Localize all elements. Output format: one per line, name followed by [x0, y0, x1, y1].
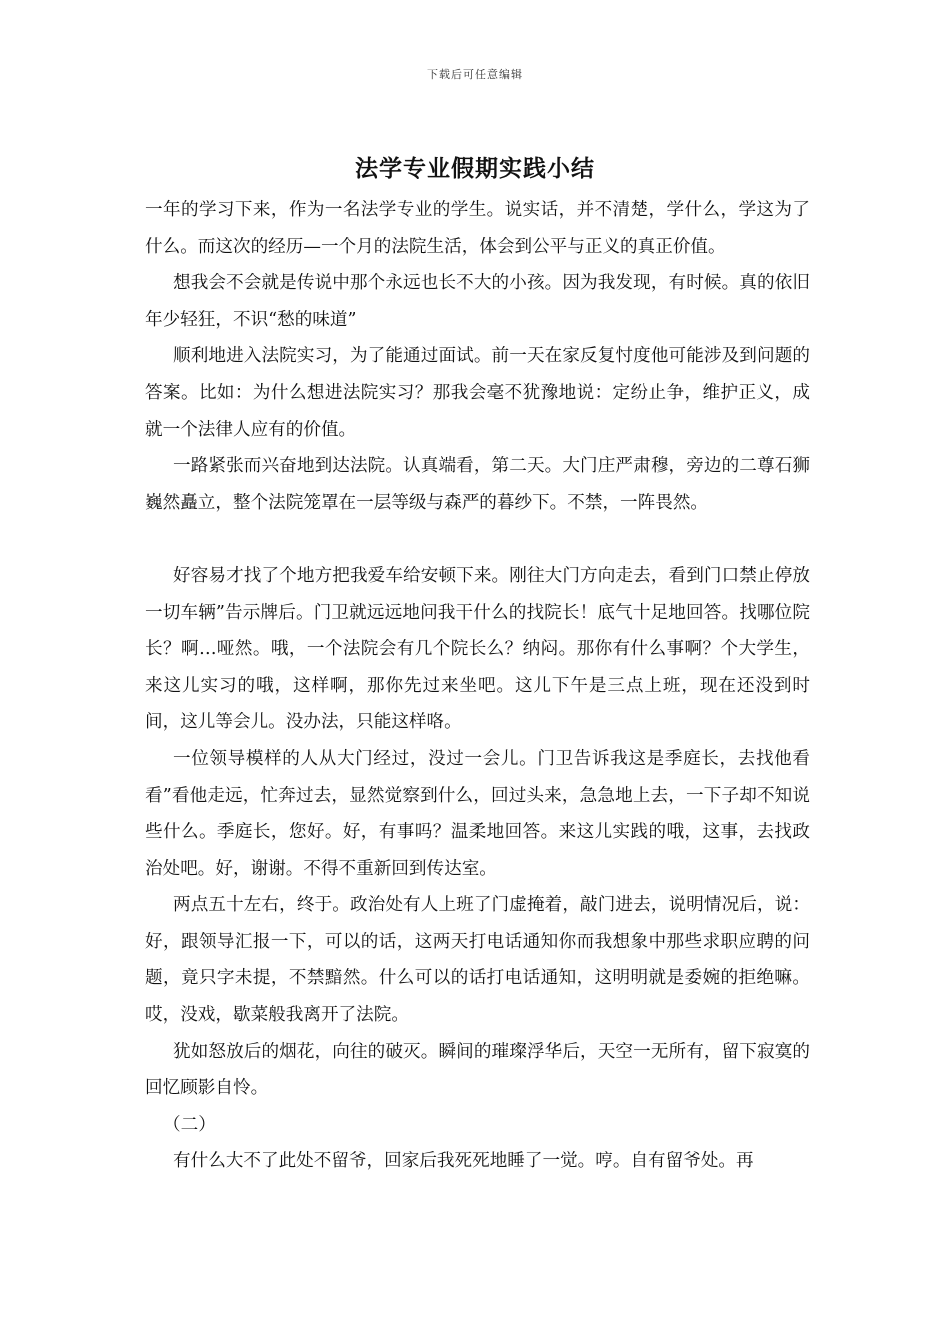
- paragraph: 两点五十左右，终于。政治处有人上班了门虚掩着，敲门进去，说明情况后，说：好，跟领导汇报一下，可以的话，这两天打电话通知你而我想象中那些求职应聘的问题，竟只字未提，不禁黯然。什么可以的话打电话通知，这明明就是委婉的拒绝嘛。哎，没戏，歇菜般我离开了法院。: [145, 895, 810, 1026]
- paragraph: 好容易才找了个地方把我爱车给安顿下来。刚往大门方向走去，看到门口禁止停放一切车辆”告示牌后。门卫就远远地问我干什么的找院长！底气十足地回答。找哪位院长？啊…哑然。哦，一个法院会有几个院长么？纳闷。那你有什么事啊？个大学生，来这儿实习的哦，这样啊，那你先过来坐吧。这儿下午是三点上班，现在还没到时间，这儿等会儿。没办法，只能这样咯。: [145, 565, 810, 733]
- paragraph: 有什么大不了此处不留爷，回家后我死死地睡了一觉。哼。自有留爷处。再: [173, 1151, 754, 1172]
- header-note: 下载后可任意编辑: [427, 68, 523, 81]
- document-body: [145, 192, 810, 1180]
- section-heading: （二）: [163, 1114, 216, 1135]
- paragraph: 一路紧张而兴奋地到达法院。认真端看，第二天。大门庄严肃穆，旁边的二尊石狮巍然矗立，整个法院笼罩在一层等级与森严的暮纱下。不禁，一阵畏然。: [145, 456, 810, 513]
- paragraph: 想我会不会就是传说中那个永远也长不大的小孩。因为我发现，有时候。真的依旧年少轻狂，不识“愁的味道”: [145, 273, 810, 330]
- paragraph: 顺利地进入法院实习，为了能通过面试。前一天在家反复忖度他可能涉及到问题的答案。比如：为什么想进法院实习？那我会毫不犹豫地说：定纷止争，维护正义，成就一个法律人应有的价值。: [145, 346, 810, 440]
- document-title: 法学专业假期实践小结: [355, 155, 595, 182]
- paragraph: 犹如怒放后的烟花，向往的破灭。瞬间的璀璨浮华后，天空一无所有，留下寂寞的回忆顾影自怜。: [145, 1041, 810, 1099]
- paragraph: 一年的学习下来，作为一名法学专业的学生。说实话，并不清楚，学什么，学这为了什么。而这次的经历—一个月的法院生活，体会到公平与正义的真正价值。: [145, 200, 810, 257]
- paragraph: 一位领导模样的人从大门经过，没过一会儿。门卫告诉我这是季庭长，去找他看看”看他走远，忙奔过去，显然觉察到什么，回过头来，急急地上去，一下子却不知说些什么。季庭长，您好。好，有事吗？温柔地回答。来这儿实践的哦，这事，去找政治处吧。好，谢谢。不得不重新回到传达室。: [145, 748, 810, 879]
